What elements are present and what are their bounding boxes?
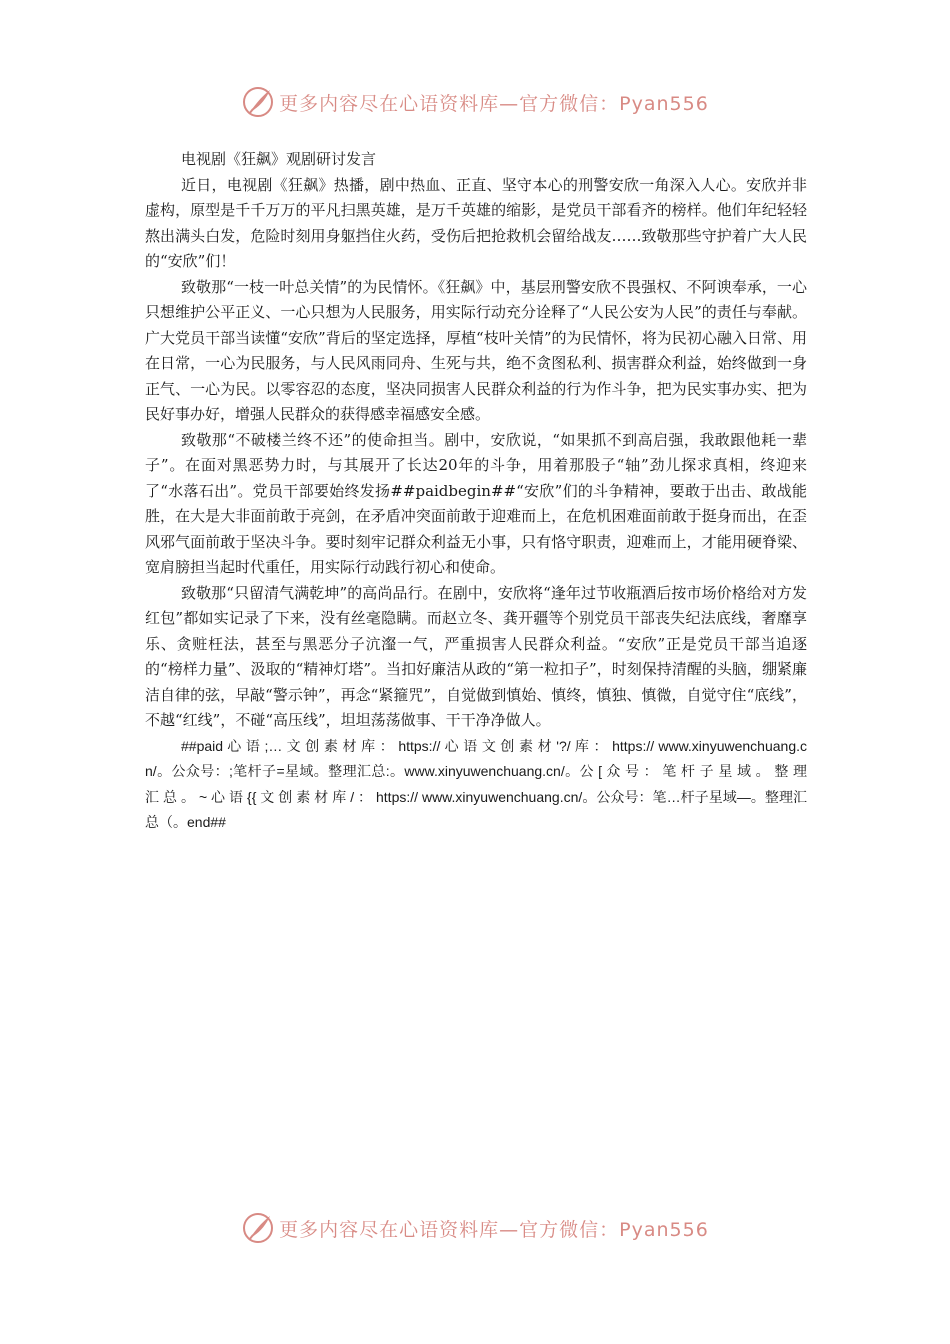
paragraph-mission: 致敬那“不破楼兰终不还”的使命担当。剧中，安欣说，“如果抓不到高启强，我敢跟他耗一辈子”。在面对黑恶势力时，与其展开了长达20年的斗争，用着那股子“轴”劲儿探求真相，终迎来了“水落石出”。党员干部要始终发扬##paidbegin##“安欣”们的斗争精神，要敢于出击、敢战能胜，在大是大非面前敢于亮剑，在矛盾冲突面前敢于迎难而上，在危机困难面前敢于挺身而出，在歪风邪气面前敢于坚决斗争。要时刻牢记群众利益无小事，只有恪守职责，迎难而上，才能用硬脊梁、宽肩膀担当起时代重任，用实际行动践行初心和使命。 xyxy=(145,430,807,576)
paragraph-integrity: 致敬那“只留清气满乾坤”的高尚品行。在剧中，安欣将“逢年过节收瓶酒后按市场价格给对方发红包”都如实记录了下来，没有丝毫隐瞒。而赵立冬、龚开疆等个别党员干部丧失纪法底线，奢靡享乐、贪赃枉法，甚至与黑恶分子沆瀣一气，严重损害人民群众利益。“安欣”正是党员干部当追逐的“榜样力量”、汲取的“精神灯塔”。当扣好廉洁从政的“第一粒扣子”，时刻保持清醒的头脑，绷紧廉洁自律的弦，早敲“警示钟”，再念“紧箍咒”，自觉做到慎始、慎终，慎独、慎微，自觉守住“底线”，不越“红线”，不碰“高压线”，坦坦荡荡做事、干干净净做人。 xyxy=(145,583,807,729)
watermark-banner-text: 更多内容尽在心语资料库—官方微信：Pyan556 xyxy=(279,1218,709,1241)
document-title: 电视剧《狂飙》观剧研讨发言 xyxy=(181,150,377,168)
quill-pen-logo-icon xyxy=(241,85,275,119)
paragraph-people-first: 致敬那“一枝一叶总关情”的为民情怀。《狂飙》中，基层刑警安欣不畏强权、不阿谀奉承，一心只想维护公平正义、一心只想为人民服务，用实际行动充分诠释了“人民公安为人民”的责任与奉献。广大党员干部当读懂“安欣”背后的坚定选择，厚植“枝叶关情”的为民情怀，将为民初心融入日常、用在日常，一心为民服务，与人民风雨同舟、生死与共，绝不贪图私利、损害群众利益，始终做到一身正气、一心为民。以零容忍的态度，坚决同损害人民群众利益的行为作斗争，把为民实事办实、把为民好事办好，增强人民群众的获得感幸福感安全感。 xyxy=(145,277,807,423)
paragraph-watermark-tail: ##paid 心 语 ;… 文 创 素 材 库 ： https:// 心 语 文 创 素 材 '?/ 库 ： https:// www.xinyuwenchuang.cn/。公众号：;笔杆子=星域。整理汇总:。www.xinyuwenchuang.cn/。公 [ 众 号 ： 笔 杆 子 星 域 。 整 理 汇 总 。 ~ 心 语 {{ 文 创 素 材 库 / ： https:// www.xinyuwenchuang.cn/。公众号：笔…杆子星域—。整理汇总（。end## xyxy=(145,737,807,830)
quill-pen-logo-icon xyxy=(241,1211,275,1245)
paragraph-intro: 近日，电视剧《狂飙》热播，剧中热血、正直、坚守本心的刑警安欣一角深入人心。安欣并非虚构，原型是千千万万的平凡扫黑英雄，是万千英雄的缩影，是党员干部看齐的榜样。他们年纪轻轻熬出满头白发，危险时刻用身躯挡住火药，受伤后把抢救机会留给战友……致敬那些守护着广大人民的“安欣”们！ xyxy=(145,175,807,270)
watermark-banner-top xyxy=(0,82,950,122)
document-body xyxy=(145,147,807,836)
watermark-banner-bottom xyxy=(0,1208,950,1248)
watermark-banner-text: 更多内容尽在心语资料库—官方微信：Pyan556 xyxy=(279,92,709,115)
